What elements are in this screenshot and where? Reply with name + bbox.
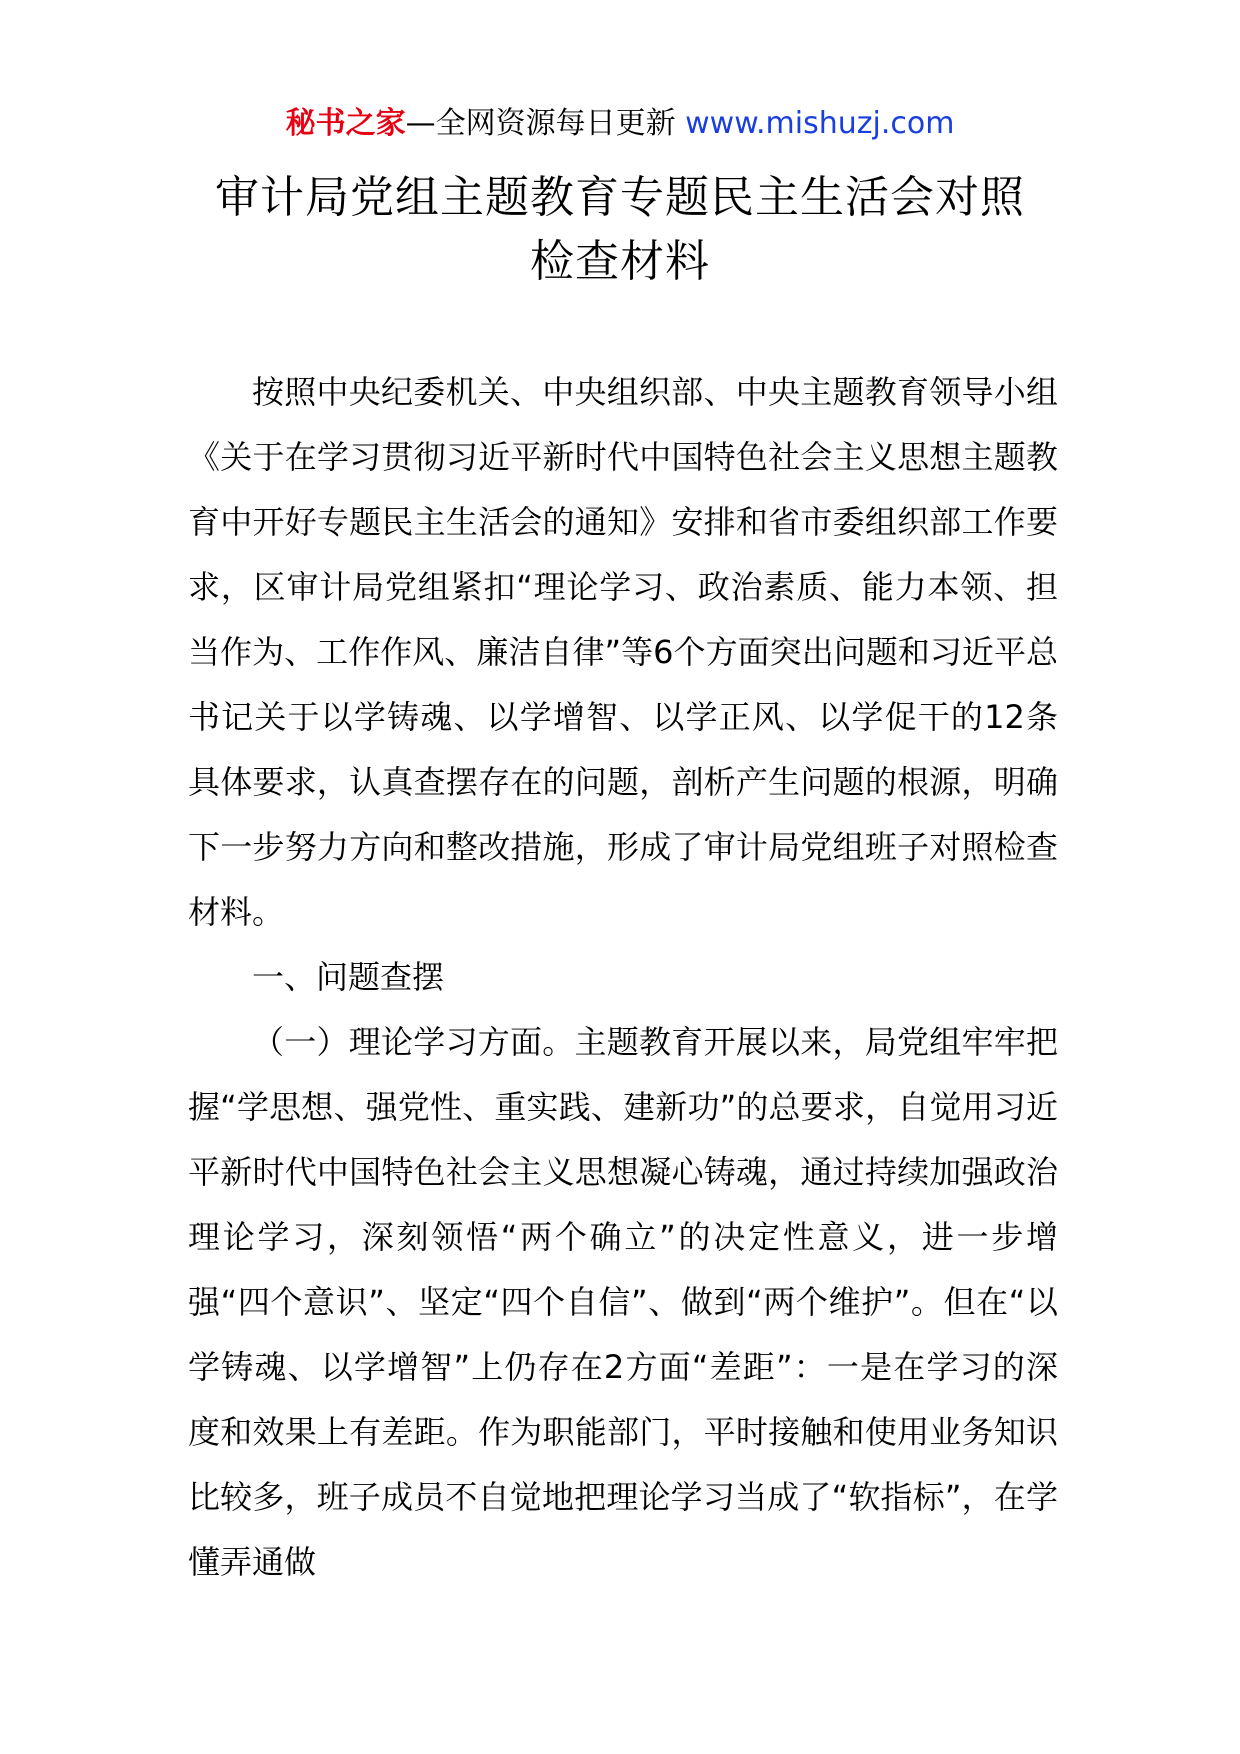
section-heading: 一、问题查摆: [252, 958, 445, 996]
title-line-2: 检查材料: [530, 236, 710, 287]
watermark-header: [0, 104, 1240, 144]
document-body: [188, 360, 1058, 1595]
site-url: www.mishuzj.com: [685, 106, 955, 141]
intro-paragraph: 按照中央纪委机关、中央组织部、中央主题教育领导小组《关于在学习贯彻习近平新时代中国特色社会主义思想主题教育中开好专题民主生活会的通知》安排和省市委组织部工作要求，区审计局党组紧扣“理论学习、政治素质、能力本领、担当作为、工作作风、廉洁自律”等6个方面突出问题和习近平总书记关于以学铸魂、以学增智、以学正风、以学促干的12条具体要求，认真查摆存在的问题，剖析产生问题的根源，明确下一步努力方向和整改措施，形成了审计局党组班子对照检查材料。: [188, 373, 1058, 931]
brand-name: 秘书之家: [285, 106, 406, 141]
theory-study-paragraph: （一）理论学习方面。主题教育开展以来，局党组牢牢把握“学思想、强党性、重实践、建新功”的总要求，自觉用习近平新时代中国特色社会主义思想凝心铸魂，通过持续加强政治理论学习，深刻领悟“两个确立”的决定性意义，进一步增强“四个意识”、坚定“四个自信”、做到“两个维护”。但在“以学铸魂、以学增智”上仍存在2方面“差距”：一是在学习的深度和效果上有差距。作为职能部门，平时接触和使用业务知识比较多，班子成员不自觉地把理论学习当成了“软指标”，在学懂弄通做: [188, 1023, 1058, 1581]
document-title: [180, 166, 1060, 294]
title-line-1: 审计局党组主题教育专题民主生活会对照: [215, 172, 1025, 223]
brand-tagline: —全网资源每日更新: [405, 106, 676, 141]
